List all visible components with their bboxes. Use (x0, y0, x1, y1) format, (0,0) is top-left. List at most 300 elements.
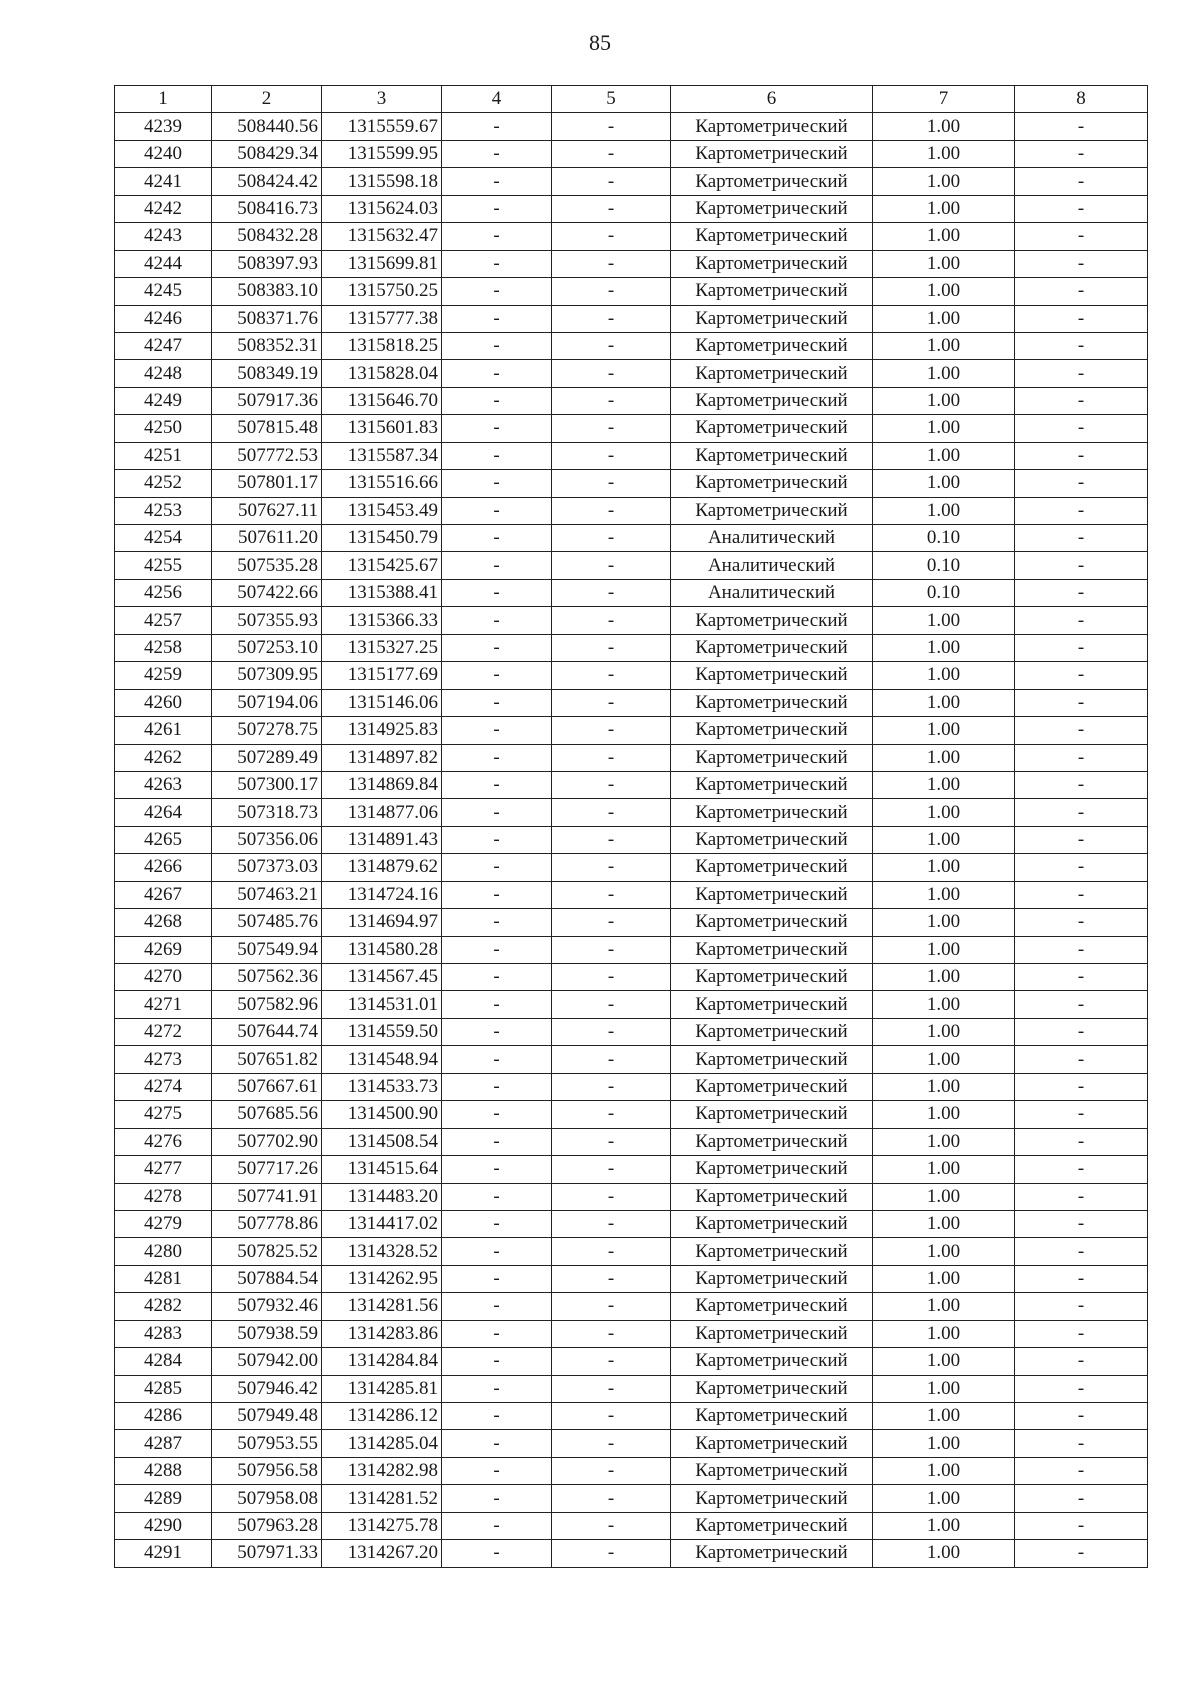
col8-cell: - (1015, 1073, 1148, 1100)
y-coordinate-cell: 1315146.06 (322, 689, 442, 716)
col5-cell: - (552, 1073, 671, 1100)
y-coordinate-cell: 1315453.49 (322, 497, 442, 524)
y-coordinate-cell: 1314275.78 (322, 1512, 442, 1539)
col5-cell: - (552, 1018, 671, 1045)
col4-cell: - (442, 1183, 552, 1210)
col8-cell: - (1015, 1128, 1148, 1155)
col4-cell: - (442, 1265, 552, 1292)
x-coordinate-cell: 507685.56 (212, 1101, 322, 1128)
method-cell: Картометрический (671, 717, 873, 744)
x-coordinate-cell: 507958.08 (212, 1485, 322, 1512)
table-row (115, 744, 1148, 771)
col8-cell: - (1015, 278, 1148, 305)
col5-cell: - (552, 415, 671, 442)
col5-cell: - (552, 1540, 671, 1567)
col4-cell: - (442, 387, 552, 414)
table-row (115, 1046, 1148, 1073)
x-coordinate-cell: 507917.36 (212, 387, 322, 414)
accuracy-cell: 1.00 (873, 442, 1015, 469)
table-row (115, 223, 1148, 250)
col8-cell: - (1015, 525, 1148, 552)
accuracy-cell: 1.00 (873, 1512, 1015, 1539)
y-coordinate-cell: 1314694.97 (322, 909, 442, 936)
y-coordinate-cell: 1314267.20 (322, 1540, 442, 1567)
method-cell: Картометрический (671, 1375, 873, 1402)
x-coordinate-cell: 507884.54 (212, 1265, 322, 1292)
method-cell: Аналитический (671, 579, 873, 606)
table-row (115, 662, 1148, 689)
col5-cell: - (552, 168, 671, 195)
table-row (115, 442, 1148, 469)
col5-cell: - (552, 1512, 671, 1539)
point-number-cell: 4284 (115, 1348, 212, 1375)
y-coordinate-cell: 1315601.83 (322, 415, 442, 442)
table-row (115, 1485, 1148, 1512)
method-cell: Аналитический (671, 525, 873, 552)
point-number-cell: 4278 (115, 1183, 212, 1210)
point-number-cell: 4269 (115, 936, 212, 963)
accuracy-cell: 1.00 (873, 250, 1015, 277)
point-number-cell: 4282 (115, 1293, 212, 1320)
col4-cell: - (442, 607, 552, 634)
y-coordinate-cell: 1315828.04 (322, 360, 442, 387)
col4-cell: - (442, 113, 552, 140)
col4-cell: - (442, 689, 552, 716)
x-coordinate-cell: 507562.36 (212, 964, 322, 991)
col5-cell: - (552, 936, 671, 963)
accuracy-cell: 1.00 (873, 607, 1015, 634)
x-coordinate-cell: 507946.42 (212, 1375, 322, 1402)
col5-cell: - (552, 634, 671, 661)
table-row (115, 826, 1148, 853)
table-row (115, 1320, 1148, 1347)
y-coordinate-cell: 1315366.33 (322, 607, 442, 634)
accuracy-cell: 1.00 (873, 1540, 1015, 1567)
method-cell: Картометрический (671, 1046, 873, 1073)
table-row (115, 1375, 1148, 1402)
point-number-cell: 4248 (115, 360, 212, 387)
method-cell: Картометрический (671, 936, 873, 963)
col4-cell: - (442, 799, 552, 826)
table-row (115, 1265, 1148, 1292)
table-row (115, 470, 1148, 497)
method-cell: Картометрический (671, 1457, 873, 1484)
table-row (115, 881, 1148, 908)
y-coordinate-cell: 1315750.25 (322, 278, 442, 305)
col5-cell: - (552, 1485, 671, 1512)
y-coordinate-cell: 1315598.18 (322, 168, 442, 195)
col5-cell: - (552, 1265, 671, 1292)
col4-cell: - (442, 552, 552, 579)
col8-cell: - (1015, 909, 1148, 936)
table-body (115, 113, 1148, 1567)
x-coordinate-cell: 507356.06 (212, 826, 322, 853)
y-coordinate-cell: 1314284.84 (322, 1348, 442, 1375)
y-coordinate-cell: 1314285.81 (322, 1375, 442, 1402)
y-coordinate-cell: 1314283.86 (322, 1320, 442, 1347)
x-coordinate-cell: 507815.48 (212, 415, 322, 442)
accuracy-cell: 1.00 (873, 1101, 1015, 1128)
col4-cell: - (442, 1073, 552, 1100)
y-coordinate-cell: 1315327.25 (322, 634, 442, 661)
col5-cell: - (552, 607, 671, 634)
col5-cell: - (552, 1238, 671, 1265)
col8-cell: - (1015, 1540, 1148, 1567)
col5-cell: - (552, 195, 671, 222)
y-coordinate-cell: 1315425.67 (322, 552, 442, 579)
table-row (115, 250, 1148, 277)
x-coordinate-cell: 507938.59 (212, 1320, 322, 1347)
col4-cell: - (442, 250, 552, 277)
table-row (115, 1457, 1148, 1484)
point-number-cell: 4285 (115, 1375, 212, 1402)
x-coordinate-cell: 507309.95 (212, 662, 322, 689)
col4-cell: - (442, 332, 552, 359)
col4-cell: - (442, 1540, 552, 1567)
column-header: 4 (442, 86, 552, 113)
col5-cell: - (552, 1128, 671, 1155)
point-number-cell: 4271 (115, 991, 212, 1018)
y-coordinate-cell: 1314328.52 (322, 1238, 442, 1265)
y-coordinate-cell: 1314897.82 (322, 744, 442, 771)
method-cell: Картометрический (671, 1430, 873, 1457)
y-coordinate-cell: 1314533.73 (322, 1073, 442, 1100)
table-row (115, 113, 1148, 140)
col8-cell: - (1015, 717, 1148, 744)
column-header: 2 (212, 86, 322, 113)
col8-cell: - (1015, 1018, 1148, 1045)
x-coordinate-cell: 507627.11 (212, 497, 322, 524)
point-number-cell: 4286 (115, 1403, 212, 1430)
col4-cell: - (442, 826, 552, 853)
col8-cell: - (1015, 799, 1148, 826)
table-row (115, 278, 1148, 305)
method-cell: Картометрический (671, 1101, 873, 1128)
point-number-cell: 4265 (115, 826, 212, 853)
col5-cell: - (552, 1430, 671, 1457)
x-coordinate-cell: 507355.93 (212, 607, 322, 634)
x-coordinate-cell: 507194.06 (212, 689, 322, 716)
col8-cell: - (1015, 881, 1148, 908)
col8-cell: - (1015, 470, 1148, 497)
col4-cell: - (442, 1348, 552, 1375)
point-number-cell: 4246 (115, 305, 212, 332)
table-row (115, 799, 1148, 826)
y-coordinate-cell: 1314282.98 (322, 1457, 442, 1484)
point-number-cell: 4261 (115, 717, 212, 744)
x-coordinate-cell: 507422.66 (212, 579, 322, 606)
accuracy-cell: 1.00 (873, 305, 1015, 332)
method-cell: Картометрический (671, 991, 873, 1018)
x-coordinate-cell: 507644.74 (212, 1018, 322, 1045)
col4-cell: - (442, 634, 552, 661)
col4-cell: - (442, 360, 552, 387)
page-number: 85 (589, 30, 611, 55)
col8-cell: - (1015, 1293, 1148, 1320)
method-cell: Картометрический (671, 799, 873, 826)
col4-cell: - (442, 881, 552, 908)
x-coordinate-cell: 507549.94 (212, 936, 322, 963)
col4-cell: - (442, 1457, 552, 1484)
accuracy-cell: 1.00 (873, 470, 1015, 497)
table-row (115, 1403, 1148, 1430)
method-cell: Картометрический (671, 689, 873, 716)
accuracy-cell: 1.00 (873, 497, 1015, 524)
point-number-cell: 4245 (115, 278, 212, 305)
col4-cell: - (442, 278, 552, 305)
point-number-cell: 4279 (115, 1210, 212, 1237)
accuracy-cell: 1.00 (873, 799, 1015, 826)
col5-cell: - (552, 140, 671, 167)
x-coordinate-cell: 507463.21 (212, 881, 322, 908)
col4-cell: - (442, 579, 552, 606)
point-number-cell: 4241 (115, 168, 212, 195)
x-coordinate-cell: 507778.86 (212, 1210, 322, 1237)
x-coordinate-cell: 507971.33 (212, 1540, 322, 1567)
method-cell: Картометрический (671, 1128, 873, 1155)
accuracy-cell: 1.00 (873, 1018, 1015, 1045)
x-coordinate-cell: 507963.28 (212, 1512, 322, 1539)
x-coordinate-cell: 507772.53 (212, 442, 322, 469)
col8-cell: - (1015, 168, 1148, 195)
point-number-cell: 4289 (115, 1485, 212, 1512)
method-cell: Картометрический (671, 1210, 873, 1237)
col8-cell: - (1015, 1485, 1148, 1512)
col8-cell: - (1015, 140, 1148, 167)
column-header: 6 (671, 86, 873, 113)
x-coordinate-cell: 507942.00 (212, 1348, 322, 1375)
accuracy-cell: 1.00 (873, 662, 1015, 689)
point-number-cell: 4264 (115, 799, 212, 826)
y-coordinate-cell: 1315599.95 (322, 140, 442, 167)
col4-cell: - (442, 991, 552, 1018)
col8-cell: - (1015, 826, 1148, 853)
col8-cell: - (1015, 415, 1148, 442)
point-number-cell: 4253 (115, 497, 212, 524)
col4-cell: - (442, 1210, 552, 1237)
col5-cell: - (552, 1375, 671, 1402)
y-coordinate-cell: 1314891.43 (322, 826, 442, 853)
table-row (115, 525, 1148, 552)
accuracy-cell: 0.10 (873, 579, 1015, 606)
table-row (115, 1540, 1148, 1567)
method-cell: Картометрический (671, 442, 873, 469)
method-cell: Картометрический (671, 826, 873, 853)
accuracy-cell: 1.00 (873, 826, 1015, 853)
y-coordinate-cell: 1315177.69 (322, 662, 442, 689)
method-cell: Картометрический (671, 881, 873, 908)
table-row (115, 552, 1148, 579)
point-number-cell: 4274 (115, 1073, 212, 1100)
col8-cell: - (1015, 579, 1148, 606)
table-row (115, 909, 1148, 936)
col8-cell: - (1015, 1457, 1148, 1484)
col5-cell: - (552, 909, 671, 936)
table-row (115, 771, 1148, 798)
col5-cell: - (552, 826, 671, 853)
y-coordinate-cell: 1314559.50 (322, 1018, 442, 1045)
accuracy-cell: 1.00 (873, 689, 1015, 716)
point-number-cell: 4276 (115, 1128, 212, 1155)
method-cell: Картометрический (671, 497, 873, 524)
col8-cell: - (1015, 607, 1148, 634)
col5-cell: - (552, 689, 671, 716)
col4-cell: - (442, 909, 552, 936)
col5-cell: - (552, 1457, 671, 1484)
col5-cell: - (552, 717, 671, 744)
table-row (115, 415, 1148, 442)
col5-cell: - (552, 250, 671, 277)
point-number-cell: 4273 (115, 1046, 212, 1073)
col8-cell: - (1015, 1403, 1148, 1430)
col4-cell: - (442, 1046, 552, 1073)
table-row (115, 607, 1148, 634)
table-row (115, 634, 1148, 661)
accuracy-cell: 1.00 (873, 1183, 1015, 1210)
table-row (115, 1073, 1148, 1100)
y-coordinate-cell: 1314500.90 (322, 1101, 442, 1128)
x-coordinate-cell: 507953.55 (212, 1430, 322, 1457)
col4-cell: - (442, 140, 552, 167)
accuracy-cell: 1.00 (873, 1265, 1015, 1292)
col4-cell: - (442, 1375, 552, 1402)
col4-cell: - (442, 1320, 552, 1347)
x-coordinate-cell: 507949.48 (212, 1403, 322, 1430)
col4-cell: - (442, 936, 552, 963)
col4-cell: - (442, 1403, 552, 1430)
accuracy-cell: 1.00 (873, 1430, 1015, 1457)
table-row (115, 1430, 1148, 1457)
method-cell: Картометрический (671, 744, 873, 771)
col5-cell: - (552, 1046, 671, 1073)
table-row (115, 1238, 1148, 1265)
table-row (115, 964, 1148, 991)
x-coordinate-cell: 507717.26 (212, 1156, 322, 1183)
method-cell: Картометрический (671, 1018, 873, 1045)
accuracy-cell: 1.00 (873, 360, 1015, 387)
y-coordinate-cell: 1314281.52 (322, 1485, 442, 1512)
y-coordinate-cell: 1315632.47 (322, 223, 442, 250)
table-header-row (115, 86, 1148, 113)
accuracy-cell: 1.00 (873, 634, 1015, 661)
point-number-cell: 4258 (115, 634, 212, 661)
point-number-cell: 4288 (115, 1457, 212, 1484)
col4-cell: - (442, 1018, 552, 1045)
col8-cell: - (1015, 360, 1148, 387)
method-cell: Картометрический (671, 387, 873, 414)
table-row (115, 1293, 1148, 1320)
method-cell: Картометрический (671, 1293, 873, 1320)
table-row (115, 497, 1148, 524)
col4-cell: - (442, 1238, 552, 1265)
col8-cell: - (1015, 634, 1148, 661)
method-cell: Картометрический (671, 1403, 873, 1430)
point-number-cell: 4287 (115, 1430, 212, 1457)
x-coordinate-cell: 508432.28 (212, 223, 322, 250)
col4-cell: - (442, 1430, 552, 1457)
method-cell: Картометрический (671, 1512, 873, 1539)
point-number-cell: 4267 (115, 881, 212, 908)
x-coordinate-cell: 508349.19 (212, 360, 322, 387)
col4-cell: - (442, 1128, 552, 1155)
x-coordinate-cell: 507278.75 (212, 717, 322, 744)
col4-cell: - (442, 525, 552, 552)
accuracy-cell: 1.00 (873, 1375, 1015, 1402)
accuracy-cell: 1.00 (873, 936, 1015, 963)
col8-cell: - (1015, 1183, 1148, 1210)
col4-cell: - (442, 1512, 552, 1539)
accuracy-cell: 1.00 (873, 140, 1015, 167)
method-cell: Картометрический (671, 1540, 873, 1567)
x-coordinate-cell: 507702.90 (212, 1128, 322, 1155)
point-number-cell: 4239 (115, 113, 212, 140)
y-coordinate-cell: 1315587.34 (322, 442, 442, 469)
col4-cell: - (442, 470, 552, 497)
accuracy-cell: 1.00 (873, 1485, 1015, 1512)
x-coordinate-cell: 507289.49 (212, 744, 322, 771)
y-coordinate-cell: 1315516.66 (322, 470, 442, 497)
table-row (115, 168, 1148, 195)
x-coordinate-cell: 507825.52 (212, 1238, 322, 1265)
x-coordinate-cell: 507318.73 (212, 799, 322, 826)
point-number-cell: 4260 (115, 689, 212, 716)
col8-cell: - (1015, 497, 1148, 524)
x-coordinate-cell: 508383.10 (212, 278, 322, 305)
col4-cell: - (442, 771, 552, 798)
accuracy-cell: 1.00 (873, 854, 1015, 881)
y-coordinate-cell: 1314548.94 (322, 1046, 442, 1073)
coordinates-table (114, 85, 1148, 1568)
accuracy-cell: 1.00 (873, 168, 1015, 195)
x-coordinate-cell: 508424.42 (212, 168, 322, 195)
method-cell: Картометрический (671, 415, 873, 442)
table-row (115, 1101, 1148, 1128)
col8-cell: - (1015, 1238, 1148, 1265)
point-number-cell: 4268 (115, 909, 212, 936)
method-cell: Картометрический (671, 1485, 873, 1512)
col5-cell: - (552, 854, 671, 881)
point-number-cell: 4259 (115, 662, 212, 689)
table-row (115, 579, 1148, 606)
accuracy-cell: 0.10 (873, 552, 1015, 579)
col8-cell: - (1015, 387, 1148, 414)
x-coordinate-cell: 507373.03 (212, 854, 322, 881)
y-coordinate-cell: 1314531.01 (322, 991, 442, 1018)
col8-cell: - (1015, 744, 1148, 771)
col5-cell: - (552, 360, 671, 387)
table-row (115, 140, 1148, 167)
col5-cell: - (552, 1156, 671, 1183)
y-coordinate-cell: 1314869.84 (322, 771, 442, 798)
col4-cell: - (442, 497, 552, 524)
method-cell: Картометрический (671, 113, 873, 140)
x-coordinate-cell: 508416.73 (212, 195, 322, 222)
y-coordinate-cell: 1314286.12 (322, 1403, 442, 1430)
col5-cell: - (552, 1293, 671, 1320)
table-row (115, 1512, 1148, 1539)
col5-cell: - (552, 223, 671, 250)
accuracy-cell: 1.00 (873, 387, 1015, 414)
y-coordinate-cell: 1314285.04 (322, 1430, 442, 1457)
accuracy-cell: 0.10 (873, 525, 1015, 552)
col5-cell: - (552, 1210, 671, 1237)
col4-cell: - (442, 854, 552, 881)
x-coordinate-cell: 507801.17 (212, 470, 322, 497)
table-row (115, 854, 1148, 881)
col8-cell: - (1015, 1156, 1148, 1183)
accuracy-cell: 1.00 (873, 909, 1015, 936)
y-coordinate-cell: 1315699.81 (322, 250, 442, 277)
